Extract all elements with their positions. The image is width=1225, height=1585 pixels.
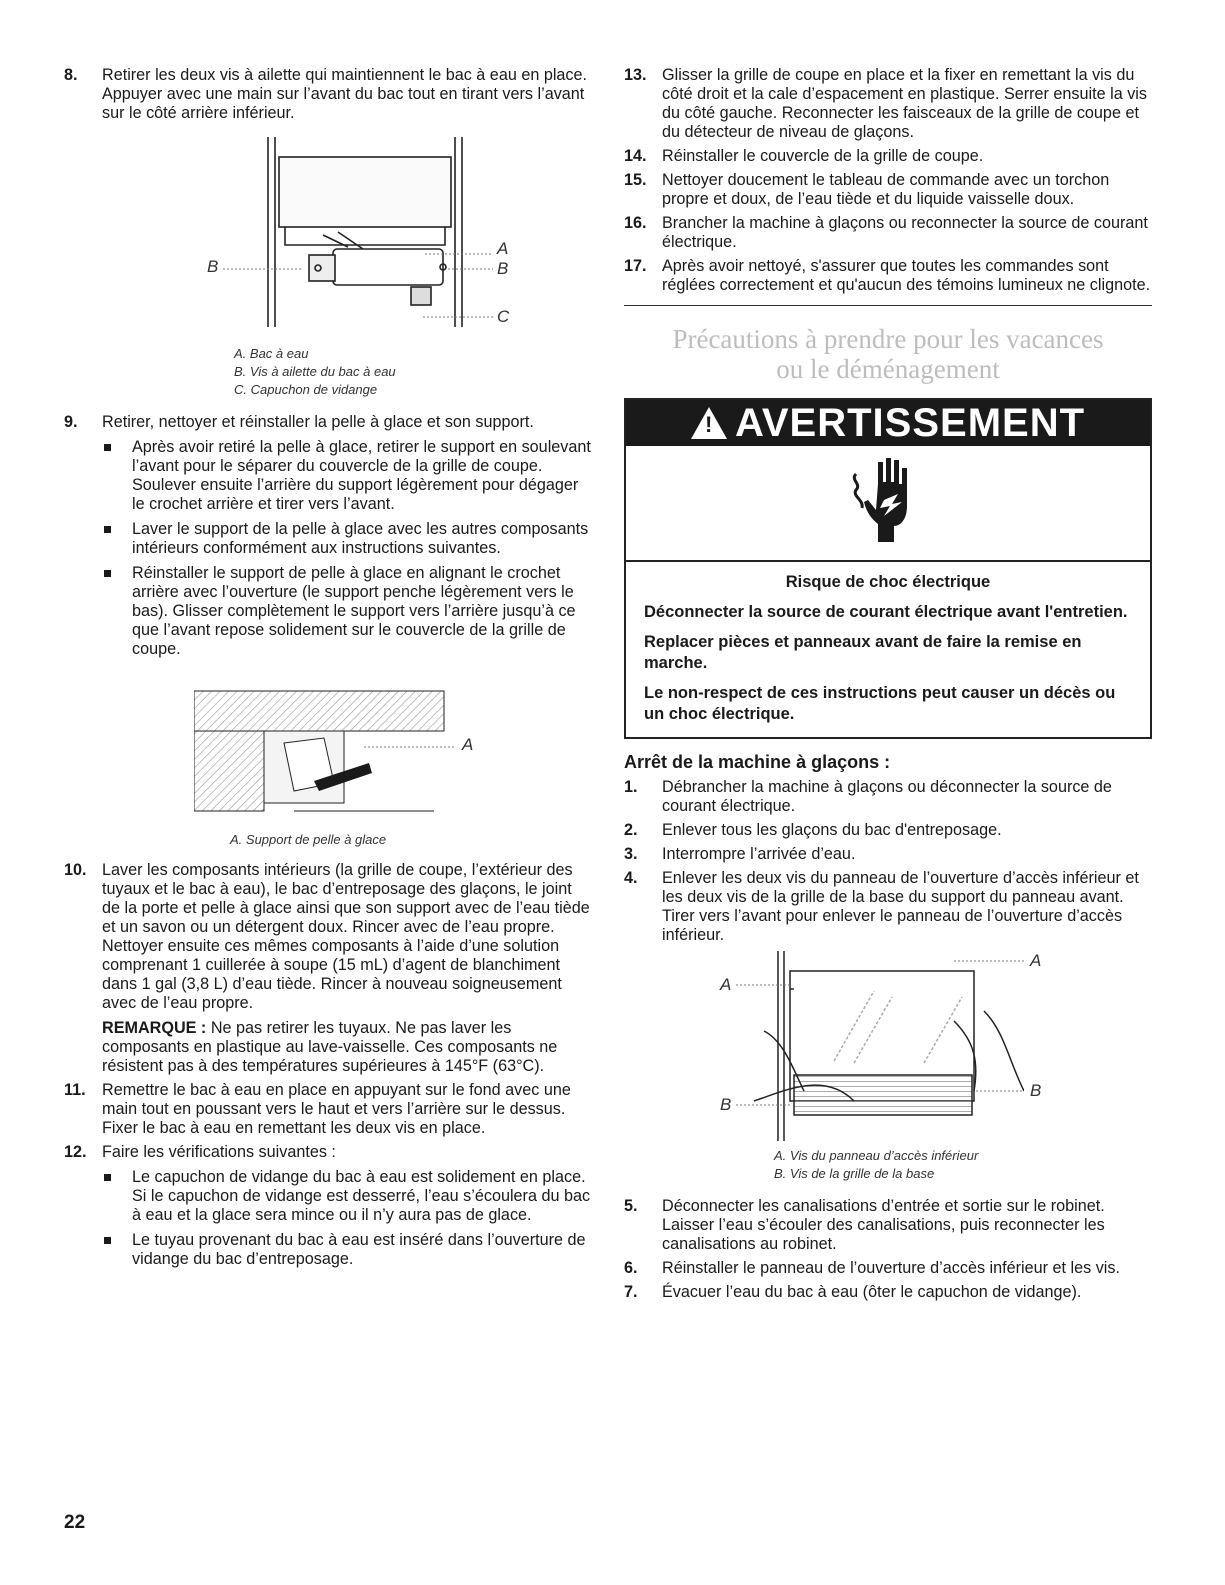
bullet-text: Le capuchon de vidange du bac à eau est solidement en place. Si le capuchon de vidange est desserré, l’eau s’écoulera du bac à eau et la glace sera mince ou il n’y aura pas de glace. [132, 1168, 591, 1224]
warning-risk: Risque de choc électrique [785, 573, 991, 591]
label-b-right: B [1030, 1081, 1042, 1100]
step-number: 17. [624, 257, 647, 275]
stop-step-1 [624, 778, 1152, 816]
step-number: 5. [624, 1197, 638, 1215]
label-a: A [497, 239, 509, 258]
step-13 [624, 66, 1152, 142]
section-title [624, 324, 1152, 384]
step-number: 1. [624, 778, 638, 796]
step-number: 2. [624, 821, 638, 839]
warning-body [626, 562, 1150, 737]
section-title-line-2: ou le déménagement [776, 354, 1000, 384]
bullet-text: Après avoir retiré la pelle à glace, retirer le support en soulevant l’avant pour le séparer du couvercle de la grille de coupe. Soulever ensuite l’arrière du support légèrement pour dégager le crochet arrière et tirer vers l’avant. [132, 438, 591, 513]
figure-3-caption [774, 1147, 1152, 1183]
bullet-text: Réinstaller le support de pelle à glace en alignant le crochet arrière avec l’ouverture (le support penche légèrement vers le bas). Glisser complètement le support vers l’arrière jusqu’à ce que l’avant repose solidement sur le couvercle de la grille de coupe. [132, 564, 576, 658]
warning-line-2: Replacer pièces et panneaux avant de faire la remise en marche. [644, 633, 1082, 672]
caption-line: C. Capuchon de vidange [234, 382, 378, 397]
warning-triangle-icon: ! [691, 407, 727, 439]
bullet-item [102, 438, 592, 514]
label-a: A [462, 735, 474, 754]
step-text: Débrancher la machine à glaçons ou déconnecter la source de courant électrique. [662, 778, 1112, 815]
step-number: 4. [624, 869, 638, 887]
warning-header-text: AVERTISSEMENT [734, 400, 1086, 445]
bullet-item [102, 520, 592, 558]
left-column [64, 66, 592, 1274]
bullet-text: Le tuyau provenant du bac à eau est inséré dans l’ouverture de vidange du bac d’entreposage. [132, 1231, 586, 1268]
step-text: Réinstaller le couvercle de la grille de coupe. [662, 147, 984, 165]
bullet-icon [104, 526, 111, 533]
warning-line-1: Déconnecter la source de courant électrique avant l'entretien. [644, 603, 1128, 621]
figure-1-caption [234, 345, 592, 399]
caption-line: B. Vis de la grille de la base [774, 1166, 935, 1181]
bullet-item [102, 1231, 592, 1269]
access-panel-figure [720, 951, 1042, 1141]
step-text: Évacuer l’eau du bac à eau (ôter le capuchon de vidange). [662, 1283, 1082, 1301]
stop-step-2 [624, 821, 1152, 840]
access-panel-illustration [724, 951, 1024, 1141]
label-c: C [497, 307, 510, 326]
step-number: 9. [64, 413, 78, 431]
step-text: Déconnecter les canalisations d’entrée et sortie sur le robinet. Laisser l’eau s’écouler des canalisations, puis reconnecter les canalisations au robinet. [662, 1197, 1105, 1253]
scoop-holder-figure [194, 683, 494, 823]
electric-shock-icon-area [626, 446, 1150, 562]
stop-step-3 [624, 845, 1152, 864]
step-text: Faire les vérifications suivantes : [102, 1143, 336, 1161]
step-number: 15. [624, 171, 647, 189]
warning-box [624, 398, 1152, 739]
step-number: 16. [624, 214, 647, 232]
scoop-holder-illustration [194, 683, 494, 823]
electric-shock-hand-icon [848, 454, 928, 554]
figure-2-caption: A. Support de pelle à glace [230, 832, 387, 847]
stop-step-4 [624, 869, 1152, 945]
step-number: 14. [624, 147, 647, 165]
label-b-right: B [497, 259, 509, 278]
step-16 [624, 214, 1152, 252]
step-text: Brancher la machine à glaçons ou reconnecter la source de courant électrique. [662, 214, 1148, 251]
stop-step-7 [624, 1283, 1152, 1302]
warning-line-3: Le non-respect de ces instructions peut causer un décès ou un choc électrique. [644, 684, 1116, 723]
bullet-icon [104, 444, 111, 451]
step-9 [64, 413, 592, 659]
step-12 [64, 1143, 592, 1269]
step-text: Remettre le bac à eau en place en appuyant sur le fond avec une main tout en poussant vers le haut et vers l’arrière sur le dessus. Fixer le bac à eau en remettant les deux vis en place. [102, 1081, 571, 1137]
step-number: 7. [624, 1283, 638, 1301]
step-text: Réinstaller le panneau de l’ouverture d’accès inférieur et les vis. [662, 1259, 1120, 1277]
label-b-left: B [720, 1095, 732, 1114]
step-text: Laver les composants intérieurs (la grille de coupe, l’extérieur des tuyaux et le bac à eau), le bac d’entreposage des glaçons, le joint de la porte et pelle à glace ainsi que son support avec de l’eau tiède et un savon ou un détergent doux. Rincer avec de l’eau propre. Nettoyer ensuite ces mêmes composants à l’aide d’une solution comprenant 1 cuillerée à soupe (15 mL) d’agent de blanchiment dans 1 gal (3,8 L) d’eau tiède. Rincer à nouveau soigneusement avec de l’eau propre. [102, 861, 590, 1012]
step-8 [64, 66, 592, 123]
water-tray-figure [163, 137, 510, 337]
label-a-left: A [720, 975, 732, 994]
label-b-left: B [207, 257, 219, 276]
caption-line: B. Vis à ailette du bac à eau [234, 364, 396, 379]
step-number: 6. [624, 1259, 638, 1277]
step-text: Après avoir nettoyé, s'assurer que toutes les commandes sont réglées correctement et qu'aucun des témoins lumineux ne clignote. [662, 257, 1151, 294]
stop-step-6 [624, 1259, 1152, 1278]
caption-line: A. Vis du panneau d’accès inférieur [774, 1148, 979, 1163]
section-subheading: Arrêt de la machine à glaçons : [624, 752, 891, 772]
step-10 [64, 861, 592, 1076]
caption-line: A. Bac à eau [234, 346, 309, 361]
warning-header [626, 400, 1150, 446]
section-title-line-1: Précautions à prendre pour les vacances [672, 324, 1104, 354]
label-a-right: A [1030, 951, 1042, 970]
bullet-item [102, 564, 592, 659]
step-text: Enlever tous les glaçons du bac d'entreposage. [662, 821, 1002, 839]
stop-step-5 [624, 1197, 1152, 1254]
step-number: 12. [64, 1143, 87, 1161]
step-text: Retirer les deux vis à ailette qui maintiennent le bac à eau en place. Appuyer avec une main sur l’avant du bac tout en tirant vers l’avant sur le côté arrière inférieur. [102, 66, 588, 122]
bullet-icon [104, 1237, 111, 1244]
bullet-icon [104, 1174, 111, 1181]
step-14 [624, 147, 1152, 166]
step-number: 11. [64, 1081, 86, 1099]
step-17 [624, 257, 1152, 295]
step-text: Nettoyer doucement le tableau de commande avec un torchon propre et doux, de l’eau tiède et du liquide vaisselle doux. [662, 171, 1110, 208]
page-number: 22 [64, 1512, 86, 1533]
section-divider [624, 305, 1152, 306]
step-text: Enlever les deux vis du panneau de l’ouverture d’accès inférieur et les deux vis de la grille de la base du support du panneau avant. Tirer vers l’avant pour enlever le panneau de l’ouverture d’accès inférieur. [662, 869, 1139, 944]
step-number: 8. [64, 66, 78, 84]
bullet-item [102, 1168, 592, 1225]
water-tray-illustration [163, 137, 493, 337]
bullet-text: Laver le support de la pelle à glace avec les autres composants intérieurs conformément aux instructions suivantes. [132, 520, 589, 557]
step-number: 10. [64, 861, 87, 879]
note-text: Ne pas retirer les tuyaux. Ne pas laver les composants en plastique au lave-vaisselle. Ces composants ne résistent pas à des températures supérieures à 145°F (63°C). [102, 1019, 558, 1075]
step-number: 3. [624, 845, 638, 863]
step-11 [64, 1081, 592, 1138]
step-text: Interrompre l’arrivée d’eau. [662, 845, 856, 863]
step-text: Glisser la grille de coupe en place et la fixer en remettant la vis du côté droit et la cale d’espacement en plastique. Serrer ensuite la vis du côté gauche. Reconnecter les faisceaux de la grille de coupe et du détecteur de niveau de glaçons. [662, 66, 1147, 141]
note-label: REMARQUE : [102, 1019, 207, 1037]
step-number: 13. [624, 66, 647, 84]
step-text: Retirer, nettoyer et réinstaller la pelle à glace et son support. [102, 413, 534, 431]
step-15 [624, 171, 1152, 209]
right-column [624, 66, 1152, 1307]
bullet-icon [104, 570, 111, 577]
note [102, 1019, 592, 1076]
